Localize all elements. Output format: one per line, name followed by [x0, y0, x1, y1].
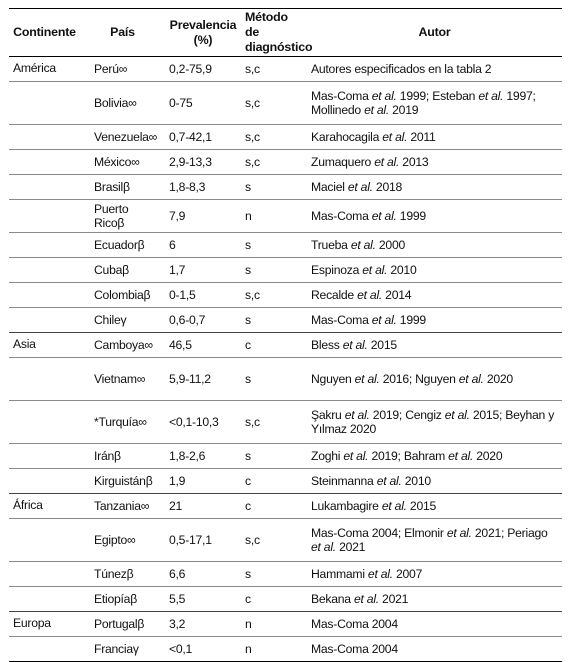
cell-prevalencia: 21	[169, 499, 183, 513]
cell-autor: Espinoza et al. 2010	[311, 263, 417, 277]
cell-autor: Recalde et al. 2014	[311, 288, 412, 302]
cell-prevalencia: 0-75	[169, 96, 193, 110]
table-row	[9, 469, 562, 494]
cell-pais: Chileγ	[94, 313, 127, 327]
cell-continente	[9, 233, 80, 258]
cell-pais: Venezuela∞	[94, 130, 158, 144]
cell-autor: Mas-Coma 2004	[311, 642, 398, 656]
cell-metodo: s,c	[245, 533, 260, 547]
cell-pais: Puerto Ricoβ	[94, 202, 129, 230]
cell-autor: Mas-Coma 2004; Elmonir et al. 2021; Periago et al. 2021	[311, 526, 548, 554]
cell-metodo: s,c	[245, 288, 260, 302]
cell-prevalencia: 1,8-8,3	[169, 180, 206, 194]
table-row	[9, 562, 562, 587]
cell-metodo: s	[245, 313, 251, 327]
cell-continente	[9, 587, 80, 612]
prevalence-table	[9, 8, 562, 662]
cell-pais: Franciaγ	[94, 642, 139, 656]
cell-metodo: s	[245, 372, 251, 386]
cell-continente	[9, 358, 80, 401]
cell-prevalencia: 1,9	[169, 474, 186, 488]
cell-prevalencia: 0,6-0,7	[169, 313, 206, 327]
cell-prevalencia: 6,6	[169, 567, 186, 581]
cell-metodo: s,c	[245, 62, 260, 76]
cell-prevalencia: 5,9-11,2	[169, 372, 211, 386]
cell-continente: África	[13, 498, 43, 512]
cell-metodo: s	[245, 567, 251, 581]
table-header	[9, 9, 562, 57]
cell-prevalencia: <0,1	[169, 642, 193, 656]
cell-continente	[9, 519, 80, 562]
cell-pais: México∞	[94, 155, 140, 169]
table-row	[9, 637, 562, 662]
header-row	[9, 9, 562, 57]
cell-pais: Iránβ	[94, 449, 121, 463]
cell-metodo: s,c	[245, 155, 260, 169]
cell-prevalencia: 7,9	[169, 209, 186, 223]
cell-prevalencia: 6	[169, 238, 176, 252]
cell-prevalencia: 46,5	[169, 338, 192, 352]
header-prevalencia: Prevalencia (%)	[165, 9, 241, 57]
cell-prevalencia: 3,2	[169, 617, 186, 631]
table-row	[9, 444, 562, 469]
header-continente: Continente	[9, 9, 80, 57]
cell-prevalencia: 0-1,5	[169, 288, 196, 302]
table-row	[9, 519, 562, 562]
table-row	[9, 125, 562, 150]
table-row	[9, 57, 562, 82]
table-row	[9, 175, 562, 200]
cell-continente	[9, 283, 80, 308]
table-row	[9, 283, 562, 308]
cell-continente	[9, 125, 80, 150]
cell-continente	[9, 562, 80, 587]
cell-pais: Cubaβ	[94, 263, 129, 277]
cell-metodo: n	[245, 209, 252, 223]
table-row	[9, 82, 562, 125]
table-row	[9, 200, 562, 233]
cell-metodo: c	[245, 338, 251, 352]
cell-continente	[9, 200, 80, 233]
cell-autor: Nguyen et al. 2016; Nguyen et al. 2020	[311, 372, 513, 386]
table-row	[9, 150, 562, 175]
cell-metodo: n	[245, 617, 252, 631]
cell-metodo: c	[245, 592, 251, 606]
cell-autor: Trueba et al. 2000	[311, 238, 405, 252]
cell-pais: Brasilβ	[94, 180, 130, 194]
header-pais: País	[80, 9, 165, 57]
cell-continente: Europa	[13, 616, 51, 630]
cell-pais: Perú∞	[94, 62, 128, 76]
cell-prevalencia: 0,7-42,1	[169, 130, 212, 144]
cell-continente	[9, 150, 80, 175]
cell-autor: Hammami et al. 2007	[311, 567, 423, 581]
cell-continente	[9, 308, 80, 333]
cell-metodo: s	[245, 263, 251, 277]
cell-autor: Zumaquero et al. 2013	[311, 155, 429, 169]
cell-prevalencia: <0,1-10,3	[169, 415, 219, 429]
cell-autor: Karahocagila et al. 2011	[311, 130, 436, 144]
cell-autor: Mas-Coma et al. 1999; Esteban et al. 1997; Mollinedo et al. 2019	[311, 89, 536, 117]
cell-autor: Zoghi et al. 2019; Bahram et al. 2020	[311, 449, 503, 463]
cell-autor: Maciel et al. 2018	[311, 180, 403, 194]
table-row	[9, 401, 562, 444]
cell-pais: Vietnam∞	[94, 372, 146, 386]
cell-pais: Bolivia∞	[94, 96, 137, 110]
cell-pais: Tanzania∞	[94, 499, 150, 513]
table-row	[9, 308, 562, 333]
cell-prevalencia: 1,7	[169, 263, 186, 277]
prevalence-table-container	[9, 8, 562, 662]
cell-continente	[9, 175, 80, 200]
cell-pais: Ecuadorβ	[94, 238, 145, 252]
cell-pais: *Turquía∞	[94, 415, 147, 429]
cell-metodo: c	[245, 499, 251, 513]
table-row	[9, 358, 562, 401]
cell-prevalencia: 2,9-13,3	[169, 155, 212, 169]
cell-continente	[9, 401, 80, 444]
cell-autor: Autores especificados en la tabla 2	[311, 62, 492, 76]
cell-autor: Şakru et al. 2019; Cengiz et al. 2015; Beyhan y Yılmaz 2020	[311, 408, 555, 436]
cell-pais: Camboya∞	[94, 338, 153, 352]
cell-metodo: s,c	[245, 415, 260, 429]
cell-metodo: s,c	[245, 130, 260, 144]
cell-metodo: n	[245, 642, 252, 656]
table-row	[9, 233, 562, 258]
cell-prevalencia: 1,8-2,6	[169, 449, 206, 463]
cell-prevalencia: 0,5-17,1	[169, 533, 212, 547]
cell-pais: Etiopíaβ	[94, 592, 137, 606]
table-row	[9, 587, 562, 612]
cell-pais: Colombiaβ	[94, 288, 151, 302]
table-body	[9, 57, 562, 662]
cell-continente	[9, 469, 80, 494]
cell-metodo: s	[245, 238, 251, 252]
cell-pais: Portugalβ	[94, 617, 145, 631]
cell-metodo: c	[245, 474, 251, 488]
cell-autor: Bless et al. 2015	[311, 338, 397, 352]
cell-autor: Lukambagire et al. 2015	[311, 499, 437, 513]
cell-continente	[9, 637, 80, 662]
cell-pais: Kirguistánβ	[94, 474, 153, 488]
cell-prevalencia: 5,5	[169, 592, 186, 606]
cell-continente: Asia	[13, 337, 36, 351]
cell-autor: Mas-Coma et al. 1999	[311, 313, 426, 327]
cell-pais: Egipto∞	[94, 533, 136, 547]
cell-autor: Mas-Coma et al. 1999	[311, 209, 426, 223]
cell-prevalencia: 0,2-75,9	[169, 62, 212, 76]
cell-metodo: s	[245, 180, 251, 194]
cell-continente	[9, 82, 80, 125]
header-autor: Autor	[307, 9, 562, 57]
cell-continente	[9, 444, 80, 469]
table-row	[9, 494, 562, 519]
cell-continente: América	[13, 61, 56, 75]
cell-autor: Bekana et al. 2021	[311, 592, 409, 606]
header-metodo: Método de diagnóstico	[241, 9, 307, 57]
cell-autor: Steinmanna et al. 2010	[311, 474, 431, 488]
table-row	[9, 258, 562, 283]
cell-metodo: s,c	[245, 96, 260, 110]
cell-metodo: s	[245, 449, 251, 463]
cell-pais: Túnezβ	[94, 567, 134, 581]
cell-autor: Mas-Coma 2004	[311, 617, 398, 631]
table-row	[9, 612, 562, 637]
table-row	[9, 333, 562, 358]
cell-continente	[9, 258, 80, 283]
